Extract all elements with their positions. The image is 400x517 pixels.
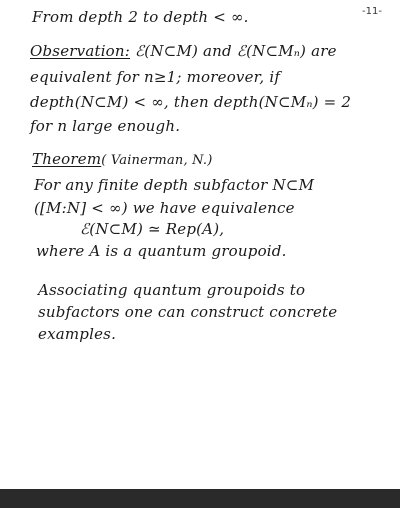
theorem-attribution: ( Vainerman, N.) <box>101 153 213 168</box>
observation-label: Observation: <box>30 42 131 60</box>
observation-line-2: equivalent for n≥1; moreover, if <box>30 68 281 86</box>
theorem-line-3: ℰ(N⊂M) ≃ Rep(A), <box>80 220 225 238</box>
theorem-header <box>32 152 213 167</box>
theorem-line-4: where A is a quantum groupoid. <box>36 242 287 260</box>
observation-line-3: depth(N⊂M) < ∞, then depth(N⊂Mₙ) = 2 <box>30 93 352 111</box>
theorem-line-2: ([M:N] < ∞) we have equivalence <box>34 199 295 217</box>
closing-line-1: Associating quantum groupoids to <box>38 281 306 299</box>
closing-line-3: examples. <box>38 325 117 343</box>
bottom-scan-bar <box>0 489 400 508</box>
observation-line-4: for n large enough. <box>30 117 181 135</box>
heading-line: From depth 2 to depth < ∞. <box>32 8 249 26</box>
observation-line-1-text: ℰ(N⊂M) and ℰ(N⊂Mₙ) are <box>130 42 337 60</box>
theorem-label: Theorem <box>32 150 102 168</box>
closing-line-2: subfactors one can construct concrete <box>38 303 338 321</box>
page-number: -11- <box>362 6 382 17</box>
observation-line-1 <box>30 44 337 59</box>
theorem-line-1: For any finite depth subfactor N⊂M <box>34 176 315 194</box>
